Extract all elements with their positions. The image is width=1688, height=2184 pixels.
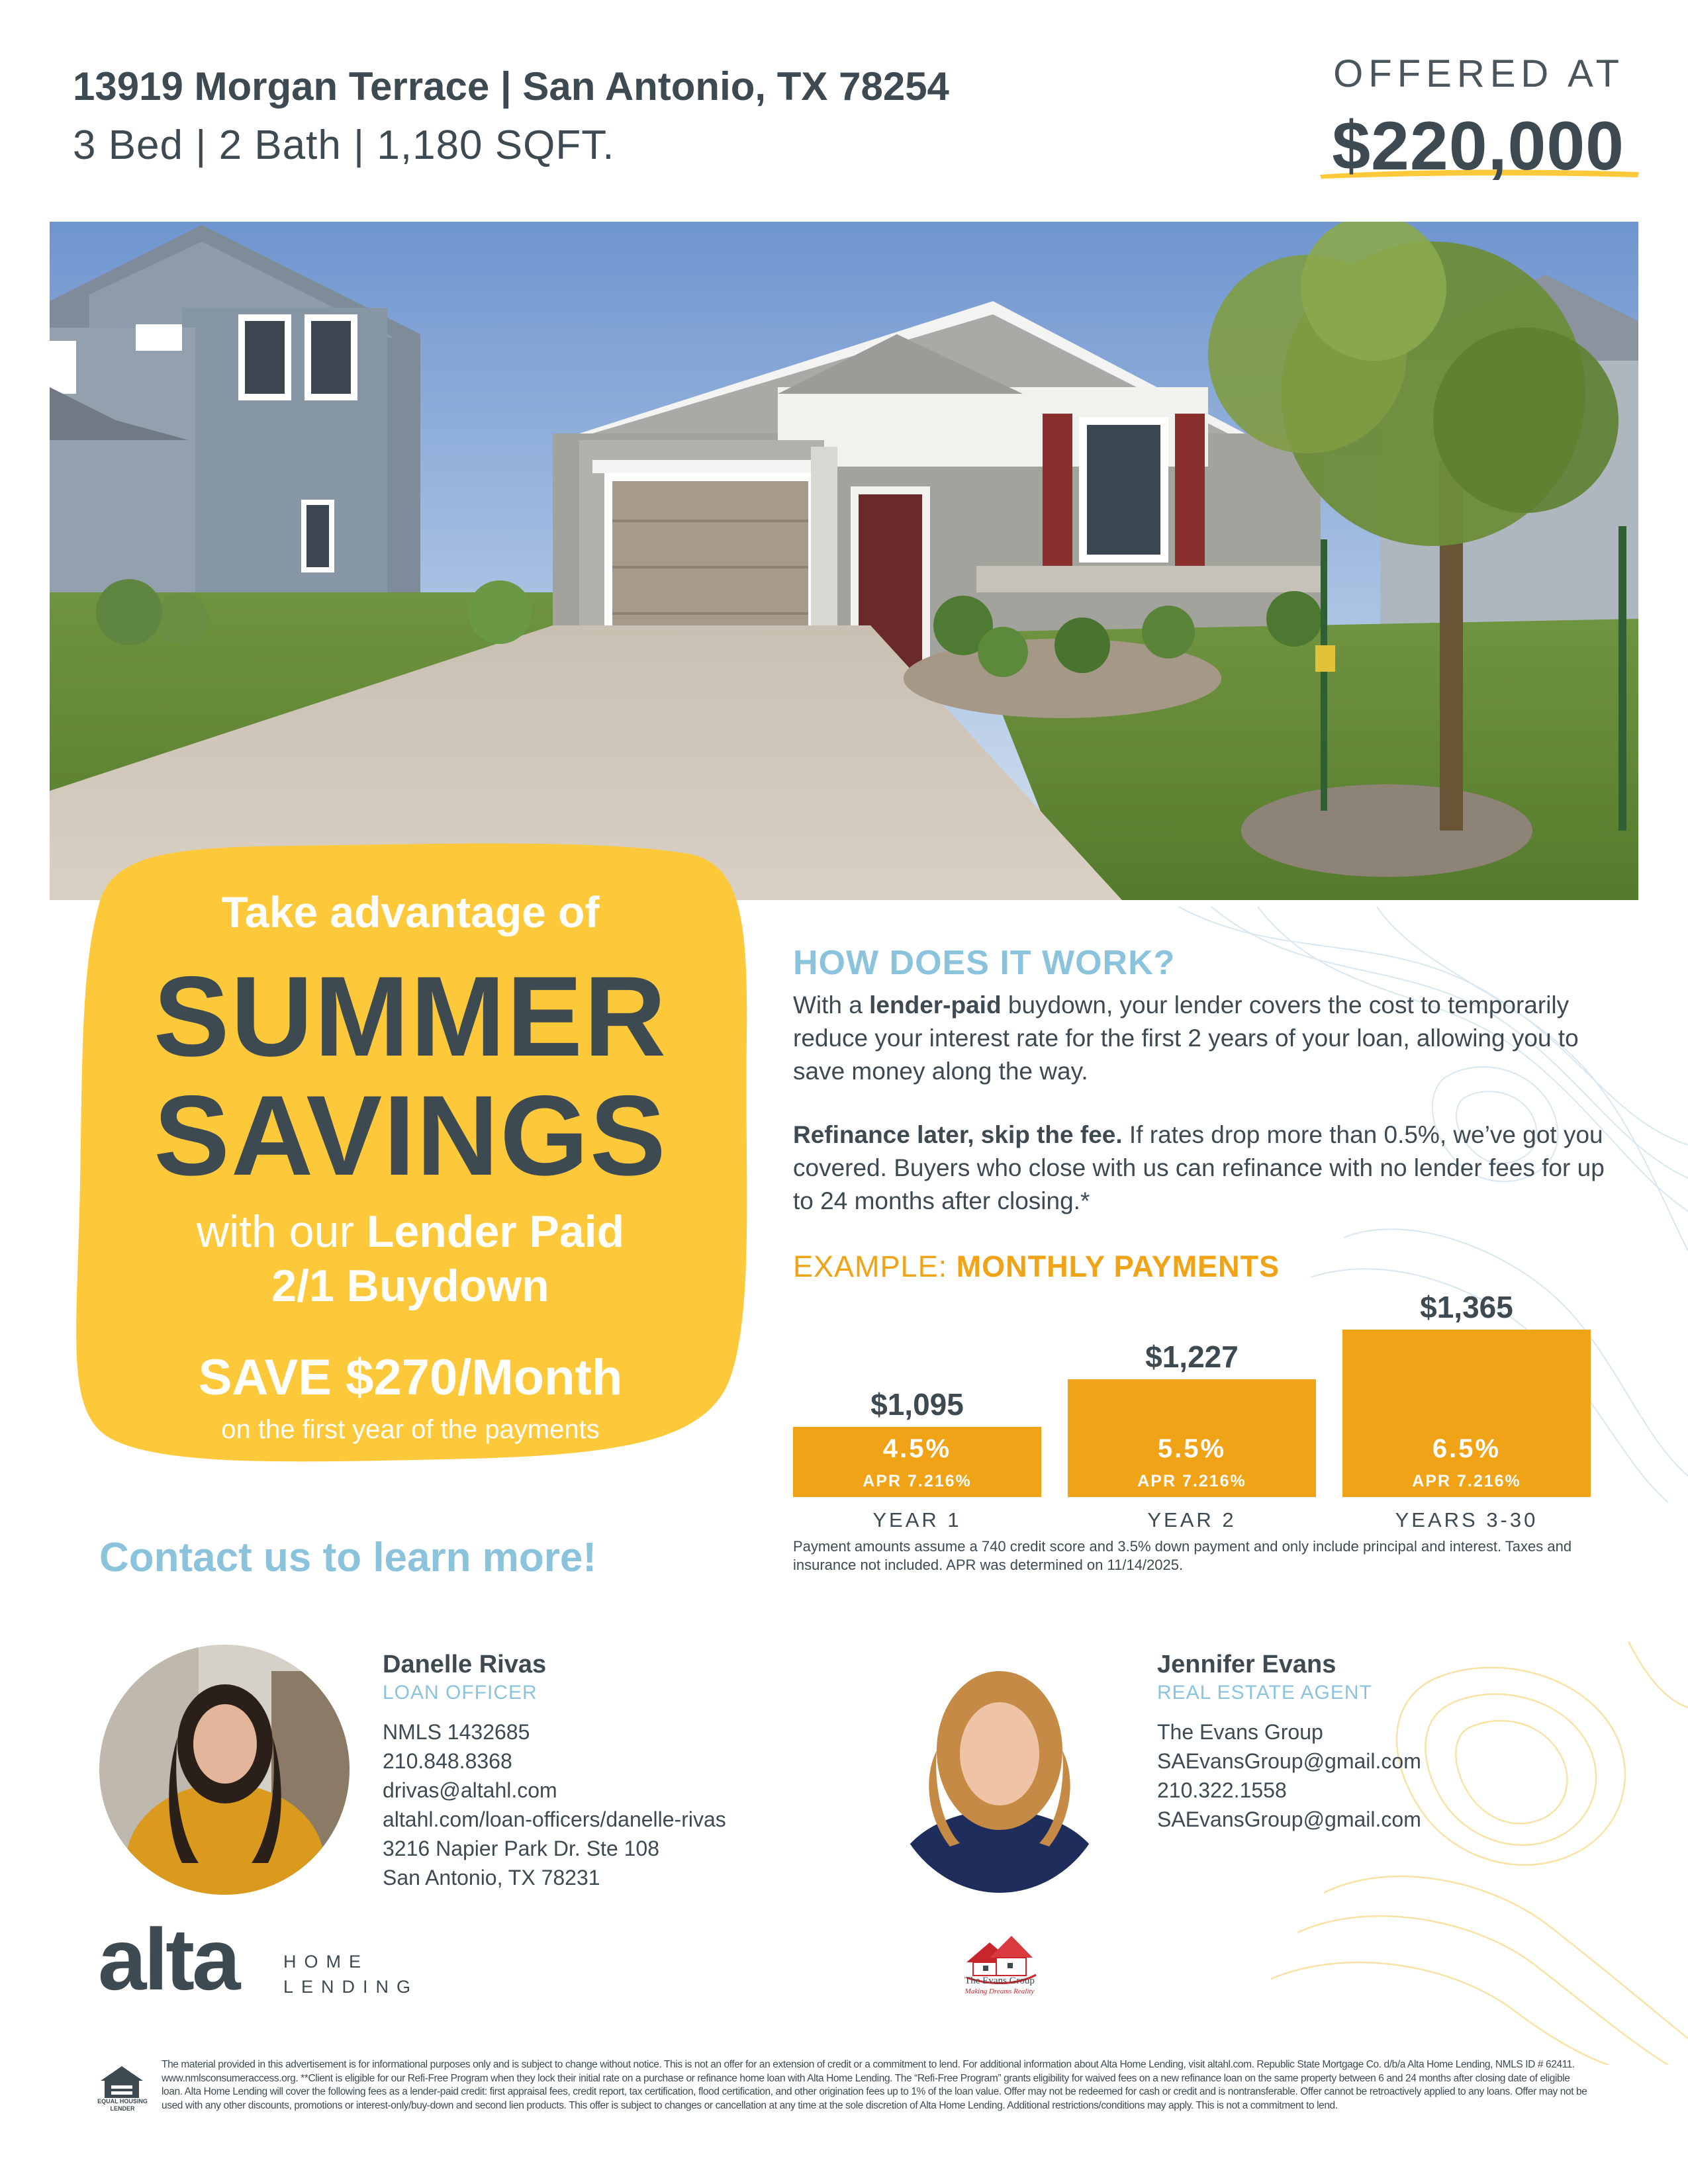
promo-line-with-our [79,1206,741,1257]
real-estate-agent-role: REAL ESTATE AGENT [1157,1682,1372,1704]
promo-line-savings: SAVINGS [154,1072,667,1199]
agent-phone[interactable]: 210.322.1558 [1157,1778,1287,1802]
monthly-payments-chart [781,1257,1615,1549]
alta-logo-subtitle [283,1949,418,1999]
chart-category-label: YEAR 1 [872,1508,962,1531]
chart-footnote: Payment amounts assume a 740 credit score and 3.5% down payment and only include principal and interest. Taxes and insurance not included. APR was determined on 11/14/2025. [793,1538,1572,1573]
equal-housing-lender-text: EQUAL HOUSING LENDER [97,2098,148,2112]
real-estate-agent-name: Jennifer Evans [1157,1651,1336,1678]
listing-specs: 3 Bed | 2 Bath | 1,180 SQFT. [73,122,615,168]
agent-email[interactable]: SAEvansGroup@gmail.com [1157,1749,1421,1773]
chart-value-label: $1,365 [1420,1290,1513,1325]
alta-logo-wordmark: alta [98,1911,238,2008]
loan-officer-address-line-2: San Antonio, TX 78231 [383,1866,600,1889]
p2-text-bold: Refinance later, skip the fee. [793,1121,1123,1148]
how-it-works-paragraph-2 [793,1118,1627,1218]
loan-officer-nmls: NMLS 1432685 [383,1720,530,1744]
example-bold: MONTHLY PAYMENTS [956,1250,1280,1283]
loan-officer-name: Danelle Rivas [383,1651,547,1678]
promo-line-summer: SUMMER [153,953,668,1080]
p2-text-rest: If rates drop more than 0.5%, we’ve got you covered. Buyers who close with us can refinance with no lender fees for up to 24 months after closing.* [793,1121,1605,1214]
promo-save-subtext: on the first year of the payments [221,1415,600,1444]
promo-lender-paid-text: Lender Paid [366,1206,625,1257]
agent-company: The Evans Group [1157,1720,1323,1744]
chart-rate-label: 4.5% [882,1434,952,1463]
how-it-works-title: HOW DOES IT WORK? [793,944,1176,982]
chart-apr-label: APR 7.216% [863,1472,972,1490]
legal-disclaimer: The material provided in this advertisement is for informational purposes only and is subject to change without notice. This is not an offer for an extension of credit or a commitment to lend. For additional information about Alta Home Lending, visit altahl.com. Republic State Mortgage Co. d/b/a Alta Home Lending, NMLS ID # 62411. www.nmlsconsumeraccess.org. **Client is eligible for our Refi-Free Program when they lock their initial rate on a purchase or refinance home loan with Alta Home Lending. The “Refi-Free Program” grants eligibility for waived fees on a new refinance loan on the same property between 6 and 24 months after closing date of eligible loan. Alta Home Lending will cover the following fees as a lender-paid credit: first appraisal fees, credit report, tax certification, flood certification, and other origination fees up to 1% of the loan value. Offer may not be redeemed for cash or credit and is nontransferable. Offer cannot be retroactively applied to any loans. Offer may not be used with any other discounts, promotions or interest-only/buy-down and second lien products. This offer is subject to changes or cancellation at any time at the sole discretion of Alta Home Lending. Additional restrictions/conditions may apply. This is not a commitment to lend. [162,2059,1587,2111]
promo-line-take-advantage: Take advantage of [221,887,600,936]
alta-logo-lending: LENDING [283,1977,419,1997]
chart-category-label: YEARS 3-30 [1395,1508,1538,1531]
offered-at-label: OFFERED AT [1333,52,1624,95]
loan-officer-email[interactable]: drivas@altahl.com [383,1778,557,1802]
loan-officer-address-line-1: 3216 Napier Park Dr. Ste 108 [383,1837,660,1860]
promo-with-our-text: with our [196,1206,367,1257]
listing-address: 13919 Morgan Terrace | San Antonio, TX 78254 [73,64,949,109]
example-prefix: EXAMPLE: [793,1250,957,1283]
chart-apr-label: APR 7.216% [1137,1472,1246,1490]
loan-officer-website[interactable]: altahl.com/loan-officers/danelle-rivas [383,1807,726,1831]
loan-officer-photo [99,1645,350,1895]
chart-value-label: $1,227 [1145,1340,1239,1375]
chart-category-label: YEAR 2 [1147,1508,1237,1531]
evans-group-logo-tagline: Making Dreams Reality [964,1987,1035,1995]
loan-officer-details [383,1717,726,1892]
promo-line-buydown: 2/1 Buydown [271,1261,549,1311]
loan-officer-phone[interactable]: 210.848.8368 [383,1749,512,1773]
alta-logo-home: HOME [283,1952,369,1972]
p1-text-c: buydown, your lender covers the cost to temporarily reduce your interest rate for the first 2 years of your loan, allowing you to save money along the way. [793,991,1579,1085]
house-photo [50,222,1638,900]
chart-rate-label: 5.5% [1157,1434,1227,1463]
contact-cta: Contact us to learn more! [99,1535,596,1580]
promo-save-amount: SAVE $270/Month [198,1349,623,1406]
real-estate-agent-photo [887,1645,1112,1893]
p1-text-a: With a [793,991,870,1019]
agent-email-2[interactable]: SAEvansGroup@gmail.com [1157,1807,1421,1831]
chart-rate-label: 6.5% [1432,1434,1501,1463]
chart-value-label: $1,095 [870,1387,964,1422]
real-estate-agent-details [1157,1717,1421,1834]
p1-text-bold: lender-paid [869,991,1002,1019]
chart-apr-label: APR 7.216% [1412,1472,1521,1490]
listing-price: $220,000 [1332,108,1624,185]
evans-group-logo-name: The Evans Group [964,1976,1035,1986]
topographic-background-pattern-gold [1258,1641,1688,2065]
how-it-works-paragraph-1 [793,989,1627,1088]
loan-officer-role: LOAN OFFICER [383,1682,538,1704]
